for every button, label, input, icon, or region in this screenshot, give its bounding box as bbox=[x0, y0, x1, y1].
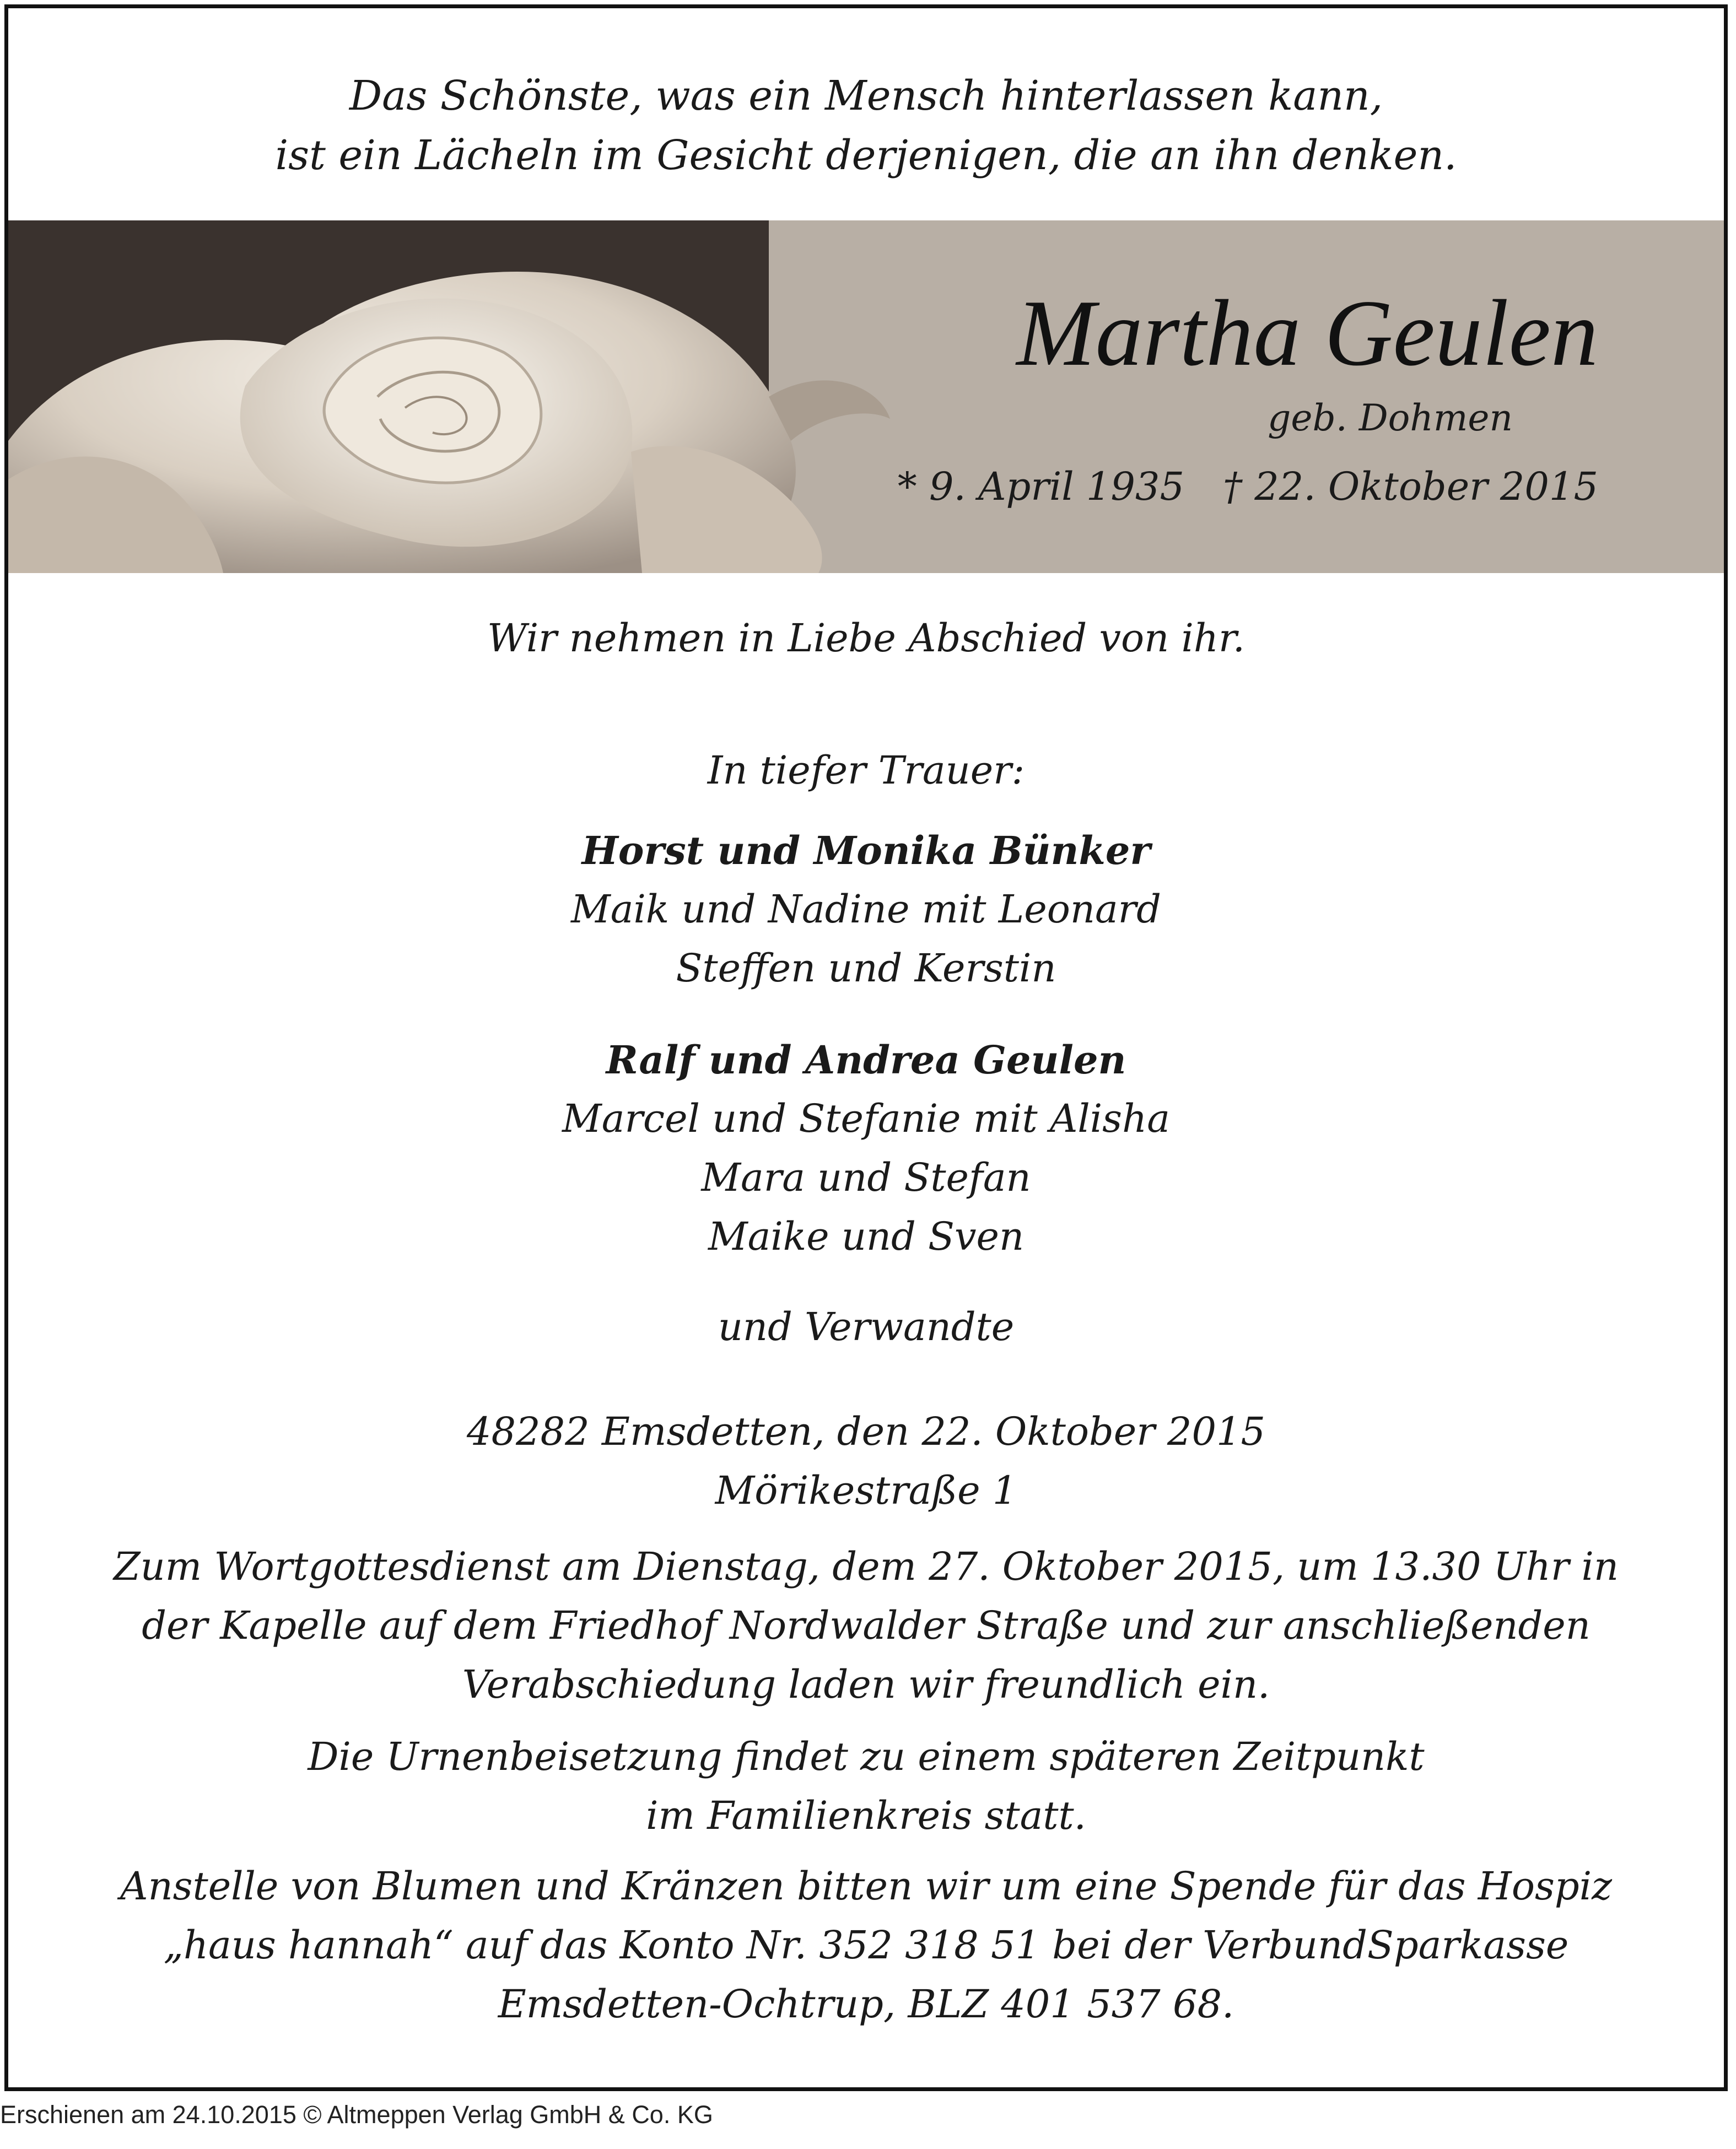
obituary-notice bbox=[4, 4, 1728, 2091]
service-announcement bbox=[8, 1537, 1724, 1714]
family-head: Ralf und Andrea Geulen bbox=[606, 1037, 1126, 1083]
birth-name: geb. Dohmen bbox=[1268, 397, 1513, 439]
burial-announcement bbox=[8, 1727, 1724, 1845]
death-date: † 22. Oktober 2015 bbox=[1223, 464, 1598, 509]
name-banner bbox=[8, 220, 1724, 573]
publication-footer: Erschienen am 24.10.2015 © Altmeppen Verlag GmbH & Co. KG bbox=[0, 2101, 713, 2129]
rose-icon bbox=[8, 220, 1017, 573]
family-member: Marcel und Stefanie mit Alisha bbox=[562, 1096, 1170, 1141]
rose-photo bbox=[8, 220, 1017, 573]
address-line: 48282 Emsdetten, den 22. Oktober 2015 bbox=[466, 1409, 1266, 1454]
quote-line: Das Schönste, was ein Mensch hinterlassen kann, bbox=[349, 72, 1383, 120]
service-line: der Kapelle auf dem Friedhof Nordwalder Straße und zur anschließenden bbox=[142, 1603, 1591, 1648]
burial-line: Die Urnenbeisetzung findet zu einem späteren Zeitpunkt bbox=[308, 1734, 1425, 1779]
family-member: Mara und Stefan bbox=[701, 1155, 1031, 1200]
deceased-name: Martha Geulen bbox=[1016, 281, 1598, 386]
memorial-quote bbox=[8, 66, 1724, 185]
donation-request bbox=[8, 1857, 1724, 2034]
service-line: Zum Wortgottesdienst am Dienstag, dem 27. Oktober 2015, um 13.30 Uhr in bbox=[113, 1544, 1619, 1589]
quote-line: ist ein Lächeln im Gesicht derjenigen, die an ihn denken. bbox=[275, 132, 1457, 179]
family-member: Maik und Nadine mit Leonard bbox=[571, 887, 1161, 932]
address-block bbox=[8, 1402, 1724, 1520]
donation-line: Emsdetten-Ochtrup, BLZ 401 537 68. bbox=[498, 1981, 1234, 2027]
family-member: Steffen und Kerstin bbox=[676, 946, 1056, 991]
family-head: Horst und Monika Bünker bbox=[581, 828, 1151, 873]
mourning-intro: In tiefer Trauer: bbox=[707, 748, 1025, 793]
address-line: Mörikestraße 1 bbox=[715, 1468, 1017, 1513]
burial-line: im Familienkreis statt. bbox=[646, 1793, 1086, 1838]
service-line: Verabschiedung laden wir freundlich ein. bbox=[462, 1662, 1270, 1707]
donation-line: „haus hannah“ auf das Konto Nr. 352 318 51 bei der VerbundSparkasse bbox=[163, 1923, 1569, 1968]
family-group-1 bbox=[8, 821, 1724, 998]
donation-line: Anstelle von Blumen und Kränzen bitten wir um eine Spende für das Hospiz bbox=[120, 1864, 1612, 1909]
family-member: Maike und Sven bbox=[708, 1214, 1025, 1259]
family-group-2 bbox=[8, 1030, 1724, 1266]
life-dates bbox=[898, 464, 1598, 509]
relatives-text: und Verwandte bbox=[718, 1304, 1015, 1349]
farewell-text: Wir nehmen in Liebe Abschied von ihr. bbox=[487, 615, 1245, 661]
birth-date: * 9. April 1935 bbox=[897, 464, 1184, 509]
